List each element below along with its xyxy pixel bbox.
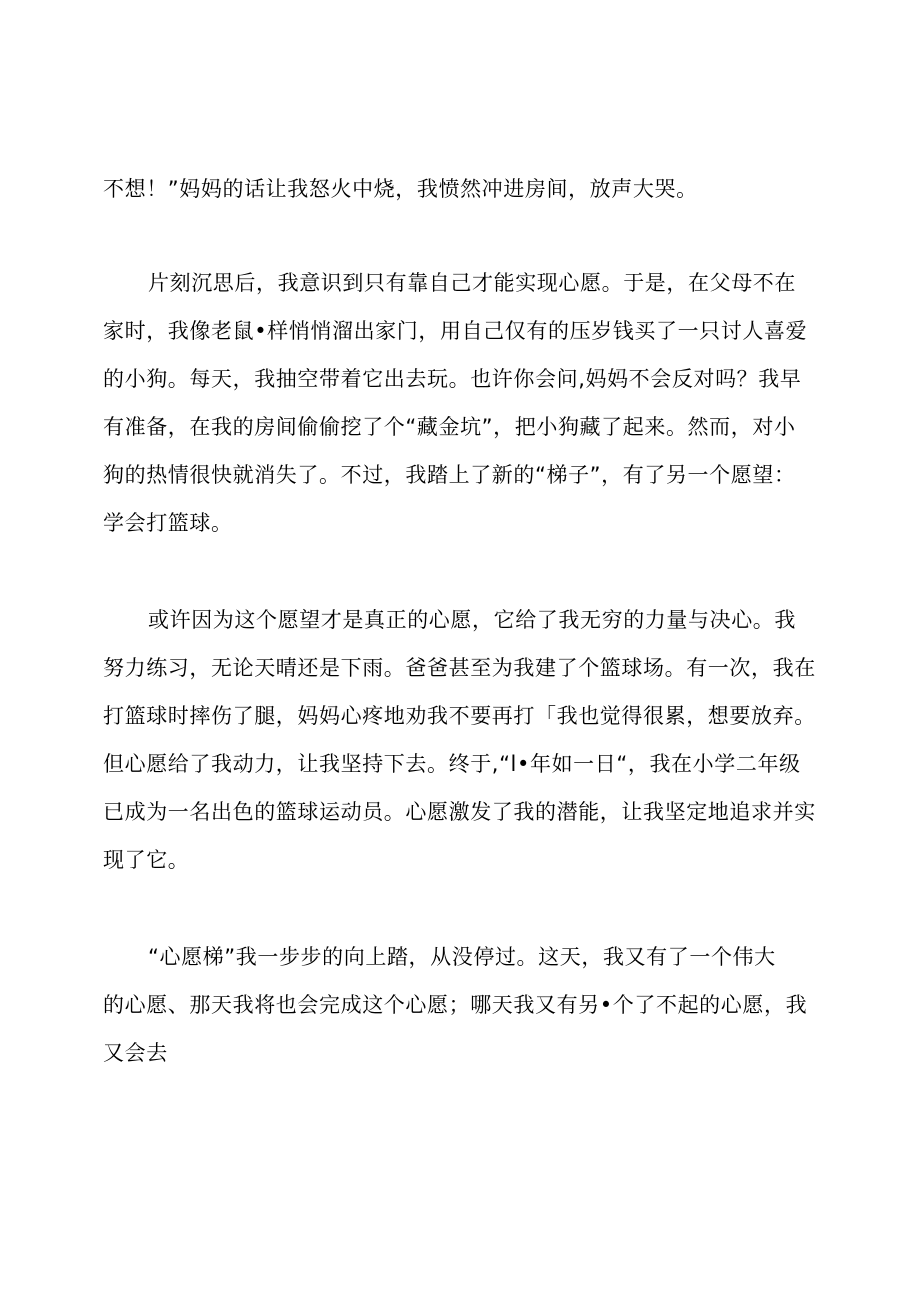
paragraph-3-line-5: 已成为一名出色的篮球运动员。心愿激发了我的潜能，让我坚定地追求并实 <box>103 800 816 824</box>
paragraph-2-line-2: 家时，我像老鼠•样悄悄溜出家门，用自己仅有的压岁钱买了一只讨人喜爱 <box>103 319 808 343</box>
paragraph-1-line-1: 不想！”妈妈的话让我怒火中烧，我愤然冲进房间，放声大哭。 <box>103 177 698 201</box>
paragraph-3-line-6: 现了它。 <box>103 848 190 872</box>
paragraph-2-line-6: 学会打篮球。 <box>103 511 233 535</box>
paragraph-4-line-3: 又会去 <box>103 1041 168 1065</box>
paragraph-2-line-4: 有准备，在我的房间偷偷挖了个“藏金坑”，把小狗藏了起来。然而，对小 <box>103 415 796 439</box>
paragraph-4-line-2: 的心愿、那天我将也会完成这个心愿；哪天我又有另•个了不起的心愿，我 <box>103 993 808 1017</box>
paragraph-3-line-3: 打篮球时摔伤了腿，妈妈心疼地劝我不要再打「我也觉得很累，想要放弃。 <box>103 704 816 728</box>
paragraph-3-line-2: 努力练习，无论天晴还是下雨。爸爸甚至为我建了个篮球场。有一次，我在 <box>103 656 816 680</box>
paragraph-2-line-5: 狗的热情很快就消失了。不过，我踏上了新的“梯子”，有了另一个愿望： <box>103 463 796 487</box>
paragraph-3-line-4: 但心愿给了我动力，让我坚持下去。终于,“l•年如一日“，我在小学二年级 <box>103 752 801 776</box>
paragraph-2-line-1: 片刻沉思后，我意识到只有靠自己才能实现心愿。于是，在父母不在 <box>148 271 796 295</box>
paragraph-4-line-1: “心愿梯”我一步步的向上踏，从没停过。这天，我又有了一个伟大 <box>148 945 776 969</box>
paragraph-3-line-1: 或许因为这个愿望才是真正的心愿，它给了我无穷的力量与决心。我 <box>148 608 796 632</box>
paragraph-2-line-3: 的小狗。每天，我抽空带着它出去玩。也许你会问,妈妈不会反对吗？我早 <box>103 367 802 391</box>
